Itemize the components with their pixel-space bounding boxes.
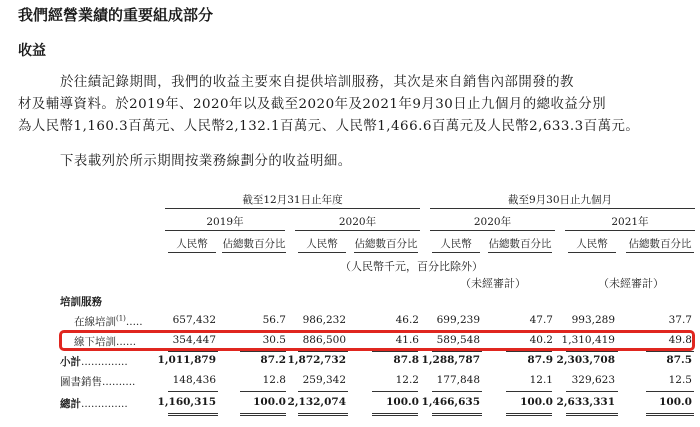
cell-subtotal-pct-2019: 87.2 xyxy=(260,354,286,366)
col-header-pct-2021: 佔總數百分比 xyxy=(628,238,692,250)
cell-online-pct-2019: 56.7 xyxy=(262,314,286,326)
group-header-fy: 截至12月31日止年度 xyxy=(242,194,343,206)
cell-subtotal-rmb-2020fy: 1,872,732 xyxy=(287,354,346,366)
col-header-pct-2020-9m: 佔總數百分比 xyxy=(488,238,552,250)
row-label-subtotal: 小計.............. xyxy=(60,356,128,368)
cell-total-pct-2020-9m: 100.0 xyxy=(520,396,553,408)
cell-offline-rmb-2021: 1,310,419 xyxy=(561,334,615,346)
col-header-rmb-2020fy: 人民幣 xyxy=(306,238,338,250)
unaudited-note-2020: （未經審計） xyxy=(460,277,526,290)
category-label-training: 培訓服務 xyxy=(60,296,102,308)
cell-books-pct-2021: 12.5 xyxy=(668,374,692,386)
cell-subtotal-pct-2020-9m: 87.9 xyxy=(527,354,553,366)
row-label-online: 在線培訓$^{(1)}$..... xyxy=(74,314,143,328)
cell-online-pct-2021: 37.7 xyxy=(668,314,692,326)
cell-total-pct-2020fy: 100.0 xyxy=(386,396,419,408)
cell-total-rmb-2021: 2,633,331 xyxy=(556,396,615,408)
unit-note: （人民幣千元，百分比除外） xyxy=(340,260,483,273)
cell-books-rmb-2019: 148,436 xyxy=(172,374,216,386)
cell-offline-rmb-2020-9m: 589,548 xyxy=(436,334,480,346)
col-header-rmb-2019: 人民幣 xyxy=(176,238,208,250)
cell-offline-rmb-2020fy: 886,500 xyxy=(302,334,346,346)
cell-total-pct-2019: 100.0 xyxy=(253,396,286,408)
cell-books-pct-2020-9m: 12.1 xyxy=(529,374,553,386)
cell-total-pct-2021: 100.0 xyxy=(659,396,692,408)
row-label-offline: 線下培訓...... xyxy=(74,336,137,348)
cell-total-rmb-2020-9m: 1,466,635 xyxy=(421,396,480,408)
cell-total-rmb-2019: 1,160,315 xyxy=(157,396,216,408)
table-intro: 下表載列於所示期間按業務線劃分的收益明細。 xyxy=(60,154,352,169)
cell-books-rmb-2021: 329,623 xyxy=(571,374,615,386)
cell-offline-pct-2019: 30.5 xyxy=(262,334,286,346)
cell-online-rmb-2021: 993,289 xyxy=(571,314,615,326)
year-header-2019: 2019年 xyxy=(206,216,244,228)
row-label-total: 總計.............. xyxy=(60,398,128,410)
cell-online-rmb-2020-9m: 699,239 xyxy=(436,314,480,326)
cell-subtotal-rmb-2019: 1,011,879 xyxy=(157,354,216,366)
group-header-9m: 截至9月30日止九個月 xyxy=(507,194,613,206)
cell-books-pct-2020fy: 12.2 xyxy=(395,374,419,386)
col-header-rmb-2020-9m: 人民幣 xyxy=(440,238,472,250)
col-header-pct-2019: 佔總數百分比 xyxy=(222,238,286,250)
cell-online-rmb-2020fy: 986,232 xyxy=(302,314,346,326)
col-header-pct-2020fy: 佔總數百分比 xyxy=(354,238,418,250)
paragraph-line-2: 材及輔導資料。於2019年、2020年以及截至2020年及2021年9月30日止九個月的總收益分別 xyxy=(18,97,607,112)
cell-offline-pct-2020-9m: 40.2 xyxy=(529,334,553,346)
unaudited-note-2021: （未經審計） xyxy=(598,277,664,290)
year-header-2021: 2021年 xyxy=(611,216,649,228)
cell-subtotal-rmb-2021: 2,303,708 xyxy=(556,354,615,366)
cell-offline-pct-2021: 49.8 xyxy=(668,334,692,346)
paragraph-line-3: 為人民幣1,160.3百萬元、人民幣2,132.1百萬元、人民幣1,466.6百萬元及人民幣2,633.3百萬元。 xyxy=(18,119,640,134)
cell-online-pct-2020-9m: 47.7 xyxy=(529,314,553,326)
year-header-2020-9m: 2020年 xyxy=(473,216,512,228)
cell-books-rmb-2020-9m: 177,848 xyxy=(436,374,480,386)
cell-total-rmb-2020fy: 2,132,074 xyxy=(287,396,346,408)
row-label-book-sales: 圖書銷售.......... xyxy=(60,376,136,388)
cell-subtotal-rmb-2020-9m: 1,288,787 xyxy=(421,354,480,366)
cell-online-rmb-2019: 657,432 xyxy=(172,314,216,326)
cell-offline-pct-2020fy: 41.6 xyxy=(395,334,419,346)
cell-books-rmb-2020fy: 259,342 xyxy=(302,374,346,386)
subsection-title: 收益 xyxy=(18,43,46,59)
cell-books-pct-2019: 12.8 xyxy=(262,374,286,386)
paragraph-line-1: 於往績記錄期間，我們的收益主要來自提供培訓服務，其次是來自銷售內部開發的教 xyxy=(60,75,574,90)
highlight-box-offline-row xyxy=(59,330,695,351)
col-header-rmb-2021: 人民幣 xyxy=(576,238,608,250)
cell-offline-rmb-2019: 354,447 xyxy=(172,334,216,346)
cell-subtotal-pct-2021: 87.5 xyxy=(666,354,692,366)
cell-subtotal-pct-2020fy: 87.8 xyxy=(393,354,419,366)
cell-online-pct-2020fy: 46.2 xyxy=(395,314,419,326)
section-title: 我們經營業績的重要組成部分 xyxy=(18,6,214,24)
year-header-2020-fy: 2020年 xyxy=(338,216,377,228)
